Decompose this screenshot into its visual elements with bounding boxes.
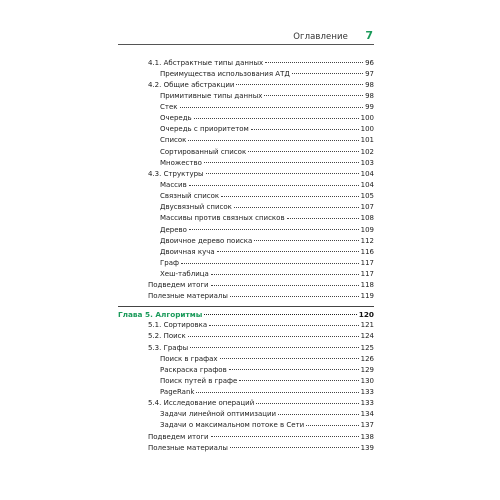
toc-entry	[160, 158, 374, 169]
toc-entry-label: Поиск в графах	[160, 354, 218, 363]
dot-leader	[236, 84, 363, 85]
toc-entry	[148, 320, 374, 331]
page-number: 7	[365, 29, 373, 42]
toc-entry	[160, 191, 374, 202]
toc-entry	[160, 180, 374, 191]
toc-entry-label: Задачи о максимальном потоке в Сети	[160, 421, 305, 430]
toc-entry-page: 98	[365, 80, 374, 89]
toc-entry-page: 130	[360, 376, 374, 385]
toc-entry-page: 109	[360, 225, 374, 234]
toc-entry	[160, 420, 374, 431]
toc-entry-page: 104	[360, 169, 374, 178]
dot-leader	[188, 140, 358, 141]
toc-entry-label: Граф	[160, 259, 179, 268]
toc-entry-page: 100	[360, 114, 374, 123]
toc-entry-label: Раскраска графов	[160, 365, 227, 374]
toc-chapter-entry	[118, 309, 374, 320]
dot-leader	[251, 129, 359, 130]
toc-entry-label: Сортированный список	[160, 147, 247, 156]
dot-leader	[234, 207, 359, 208]
toc-entry-label: Множество	[160, 158, 202, 167]
toc-entry-label: Полезные материалы	[148, 443, 228, 452]
running-header	[118, 30, 374, 44]
toc-entry	[160, 376, 374, 387]
toc-entry-page: 105	[360, 192, 374, 201]
toc-entry-page: 99	[365, 103, 374, 112]
running-header-title: Оглавление	[293, 32, 348, 42]
toc-entry-page: 139	[360, 443, 374, 452]
dot-leader	[292, 73, 363, 74]
toc-entry-label: 4.2. Общие абстракции	[148, 80, 235, 89]
toc-entry-page: 137	[360, 421, 374, 430]
toc-entry-page: 101	[360, 136, 374, 145]
toc-entry-label: Очередь с приоритетом	[160, 125, 249, 134]
dot-leader	[239, 380, 358, 381]
dot-leader	[180, 107, 364, 108]
toc-entry-page: 125	[360, 343, 374, 352]
toc-entry-page: 112	[360, 236, 374, 245]
dot-leader	[287, 218, 359, 219]
toc-entry-page: 98	[365, 91, 374, 100]
toc-entry-page: 96	[365, 58, 374, 67]
toc-entry-label: 5.3. Графы	[148, 343, 189, 352]
dot-leader	[204, 314, 356, 315]
dot-leader	[204, 162, 359, 163]
dot-leader	[211, 285, 359, 286]
toc-entry-label: Подведем итоги	[148, 432, 209, 441]
toc-entry-page: 116	[360, 247, 374, 256]
toc-entry	[160, 135, 374, 146]
toc-entry	[148, 398, 374, 409]
dot-leader	[209, 325, 358, 326]
toc-entry-label: Очередь	[160, 114, 192, 123]
toc-entry-page: 124	[360, 332, 374, 341]
toc-entry-label: Массивы против связных списков	[160, 214, 285, 223]
header-rule	[118, 44, 374, 45]
dot-leader	[306, 425, 358, 426]
dot-leader	[229, 369, 359, 370]
toc-entry-page: 133	[360, 388, 374, 397]
dot-leader	[230, 296, 359, 297]
toc-entry-page: 118	[360, 281, 374, 290]
toc-entry-label: Примитивные типы данных	[160, 91, 263, 100]
dot-leader	[194, 118, 359, 119]
toc-entry-page: 134	[360, 410, 374, 419]
toc-entry-label: 5.1. Сортировка	[148, 321, 208, 330]
toc-entry-page: 121	[360, 321, 374, 330]
toc-entry-label: Двусвязный список	[160, 203, 232, 212]
dot-leader	[230, 447, 359, 448]
toc-entry-label: Задачи линейной оптимизации	[160, 410, 277, 419]
toc-entry	[148, 280, 374, 291]
toc-entry-label: Список	[160, 136, 187, 145]
toc-entry	[160, 69, 374, 80]
toc-entry-page: 107	[360, 203, 374, 212]
dot-leader	[190, 347, 359, 348]
toc-entry-label: Связный список	[160, 192, 220, 201]
toc-entry-label: Полезные материалы	[148, 292, 228, 301]
dot-leader	[217, 251, 359, 252]
toc-entry	[148, 291, 374, 302]
toc-entry-label: Преимущества использования АТД	[160, 69, 290, 78]
toc-entry-label: 4.1. Абстрактные типы данных	[148, 58, 264, 67]
dot-leader	[248, 151, 358, 152]
toc-entry	[148, 80, 374, 91]
toc-entry-page: 103	[360, 158, 374, 167]
toc-entry-page: 133	[360, 399, 374, 408]
toc-entry	[160, 387, 374, 398]
toc-entry-page: 120	[358, 309, 374, 319]
toc-entry-page: 97	[365, 69, 374, 78]
toc-entry	[160, 269, 374, 280]
toc-entry-label: PageRank	[160, 388, 195, 397]
toc-entry-label: Хеш-таблица	[160, 270, 209, 279]
toc-entry	[160, 409, 374, 420]
toc-entry-label: 5.4. Исследование операций	[148, 399, 255, 408]
dot-leader	[264, 95, 363, 96]
dot-leader	[211, 436, 359, 437]
toc-entry	[148, 343, 374, 354]
toc-entry-label: Двоичная куча	[160, 247, 215, 256]
toc-entry-label: Массив	[160, 181, 187, 190]
toc-entry	[148, 432, 374, 443]
dot-leader	[265, 62, 363, 63]
toc-entry-page: 100	[360, 125, 374, 134]
dot-leader	[211, 274, 359, 275]
dot-leader	[220, 358, 359, 359]
toc-entry	[148, 58, 374, 69]
toc-entry	[160, 225, 374, 236]
toc-entry-page: 108	[360, 214, 374, 223]
toc-entry-page: 119	[360, 292, 374, 301]
dot-leader	[206, 173, 359, 174]
dot-leader	[278, 414, 359, 415]
toc-entry	[160, 147, 374, 158]
toc-entry-page: 117	[360, 259, 374, 268]
toc-entry	[160, 258, 374, 269]
toc-entry	[160, 113, 374, 124]
toc-entry-page: 104	[360, 181, 374, 190]
toc-entry-page: 117	[360, 270, 374, 279]
toc-entry-label: Глава 5. Алгоритмы	[118, 309, 203, 319]
toc-entry	[160, 124, 374, 135]
toc-entry-label: Поиск путей в графе	[160, 376, 238, 385]
toc-entry-page: 102	[360, 147, 374, 156]
dot-leader	[189, 185, 359, 186]
toc-entry	[148, 331, 374, 342]
toc-entry-label: 4.3. Структуры	[148, 169, 204, 178]
dot-leader	[221, 196, 358, 197]
toc-entry-label: Двоичное дерево поиска	[160, 236, 253, 245]
toc-entry-label: Подведем итоги	[148, 281, 209, 290]
dot-leader	[188, 336, 359, 337]
dot-leader	[181, 263, 359, 264]
dot-leader	[256, 403, 358, 404]
toc-entry-page: 126	[360, 354, 374, 363]
toc-entry	[160, 236, 374, 247]
toc-entry	[160, 91, 374, 102]
toc-entry	[160, 213, 374, 224]
toc-entry	[148, 443, 374, 454]
toc-entry-label: 5.2. Поиск	[148, 332, 186, 341]
toc-entry	[160, 202, 374, 213]
chapter-rule	[118, 306, 374, 307]
toc-entry-label: Стек	[160, 103, 178, 112]
toc-entry-label: Дерево	[160, 225, 187, 234]
toc-entry	[160, 354, 374, 365]
dot-leader	[189, 229, 359, 230]
toc-entry-page: 138	[360, 432, 374, 441]
toc-entry	[160, 247, 374, 258]
toc-entry	[148, 169, 374, 180]
toc-entry	[160, 365, 374, 376]
toc-entry	[160, 102, 374, 113]
toc-entry-page: 129	[360, 365, 374, 374]
dot-leader	[254, 240, 358, 241]
dot-leader	[196, 392, 358, 393]
